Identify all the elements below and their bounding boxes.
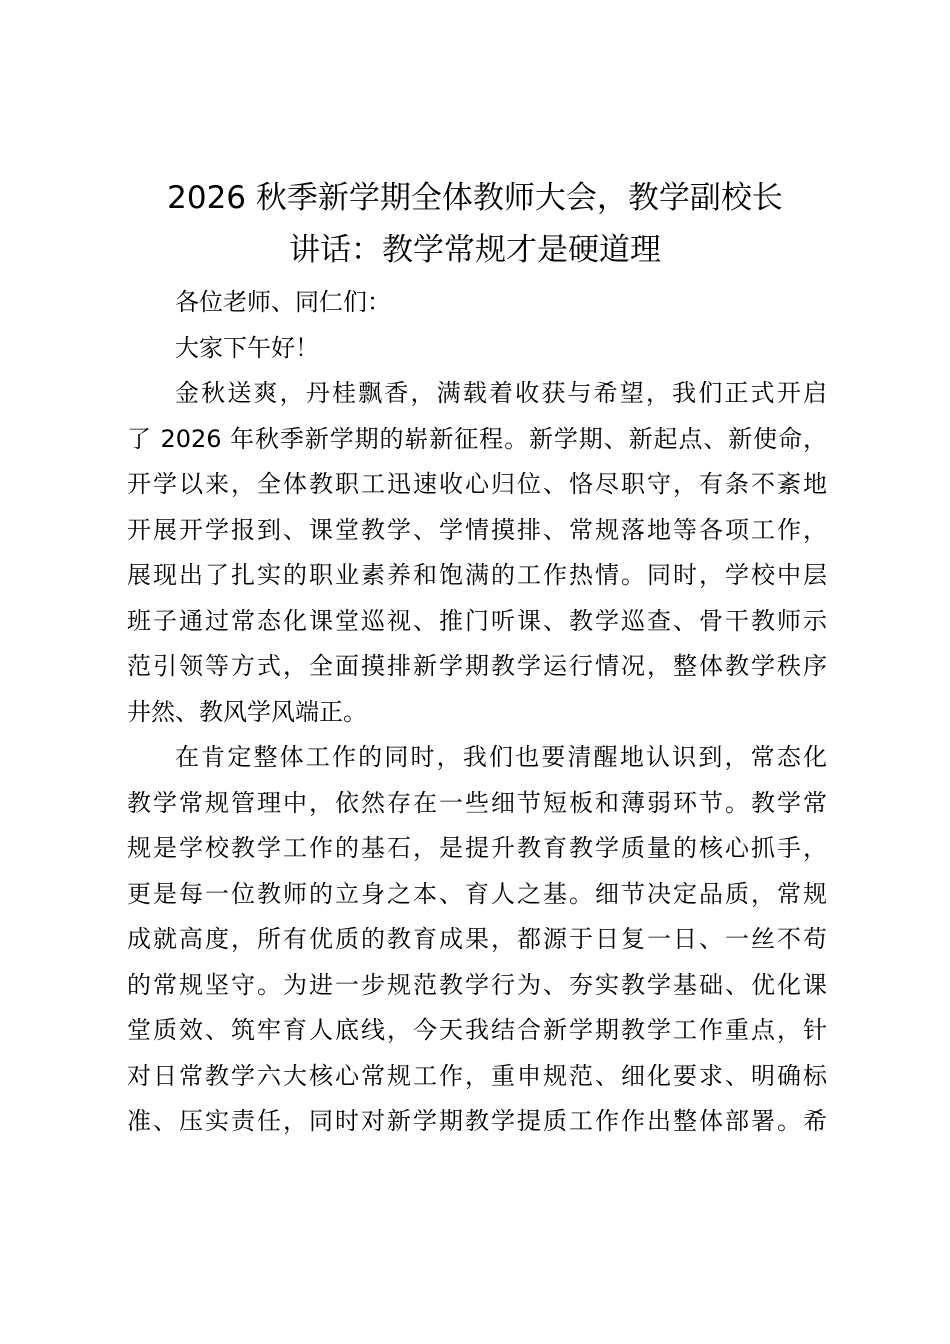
document-body (127, 280, 827, 1145)
paragraph-2-line: 准、压实责任，同时对新学期教学提质工作作出整体部署。希 (127, 1107, 827, 1135)
paragraph-2-line: 成就高度，所有优质的教育成果，都源于日复一日、一丝不苟 (127, 925, 827, 953)
paragraph-2-line: 在肯定整体工作的同时，我们也要清醒地认识到，常态化 (175, 743, 827, 771)
paragraph-2-line: 规是学校教学工作的基石，是提升教育教学质量的核心抓手， (127, 834, 827, 862)
paragraph-1-line: 范引领等方式，全面摸排新学期教学运行情况，整体教学秩序 (127, 652, 827, 680)
document-title (110, 172, 840, 276)
paragraph-1-line: 了 2026 年秋季新学期的崭新征程。新学期、新起点、新使命， (127, 424, 827, 453)
paragraph-1-line: 班子通过常态化课堂巡视、推门听课、教学巡查、骨干教师示 (127, 606, 827, 635)
paragraph-1-line: 金秋送爽，丹桂飘香，满载着收获与希望，我们正式开启 (175, 379, 827, 407)
paragraph-2-line: 对日常教学六大核心常规工作，重申规范、细化要求、明确标 (127, 1061, 827, 1090)
paragraph-2-line: 更是每一位教师的立身之本、育人之基。细节决定品质，常规 (127, 879, 827, 908)
paragraph-1-line: 开学以来，全体教职工迅速收心归位、恪尽职守，有条不紊地 (127, 470, 827, 498)
title-line-1: 2026 秋季新学期全体教师大会，教学副校长 (167, 180, 783, 216)
salutation: 各位老师、同仁们： (175, 288, 391, 316)
paragraph-2-line: 教学常规管理中，依然存在一些细节短板和薄弱环节。教学常 (127, 788, 827, 817)
paragraph-2-line: 的常规坚守。为进一步规范教学行为、夯实教学基础、优化课 (127, 970, 827, 999)
greeting: 大家下午好！ (175, 333, 319, 362)
title-line-2: 讲话：教学常规才是硬道理 (289, 232, 661, 268)
paragraph-1-line: 开展开学报到、课堂教学、学情摸排、常规落地等各项工作， (127, 515, 827, 544)
paragraph-1-line: 展现出了扎实的职业素养和饱满的工作热情。同时，学校中层 (127, 561, 827, 589)
paragraph-2-line: 堂质效、筑牢育人底线，今天我结合新学期教学工作重点，针 (127, 1016, 827, 1044)
paragraph-1-line: 井然、教风学风端正。 (127, 697, 367, 726)
